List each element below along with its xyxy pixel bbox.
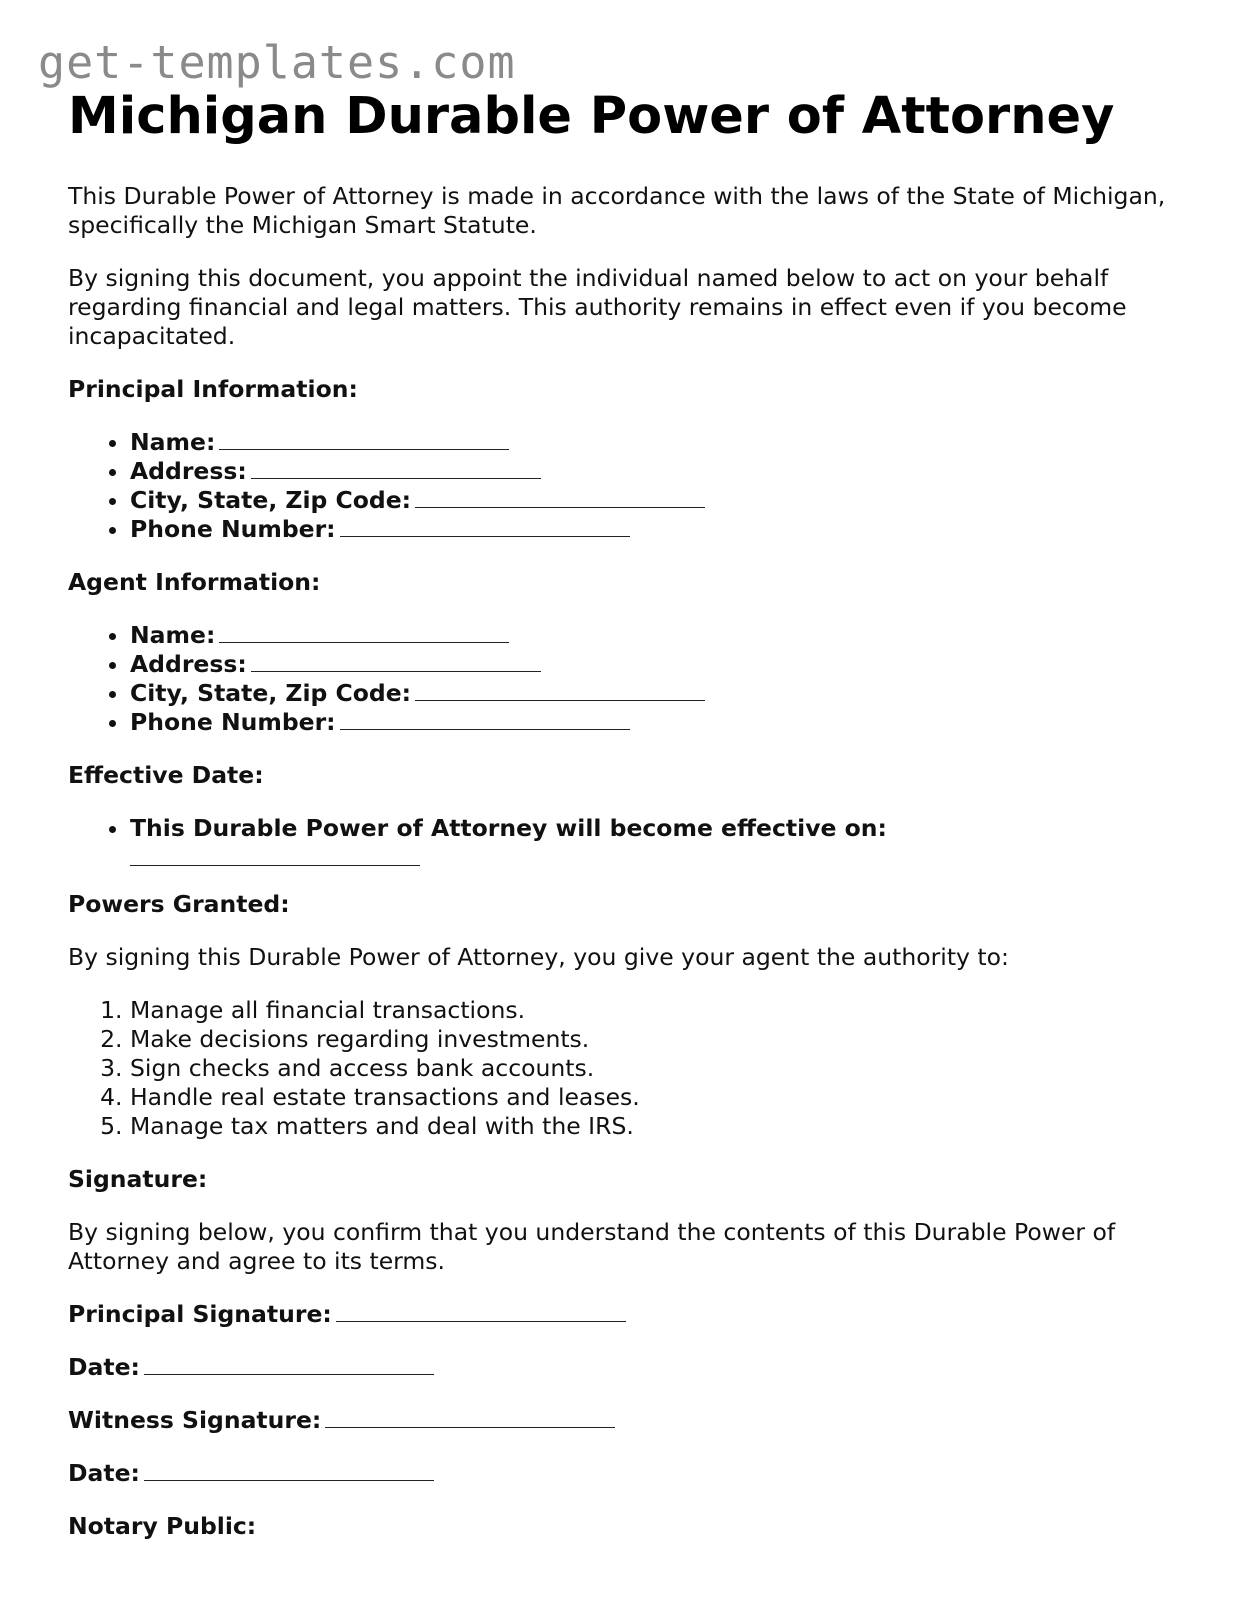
- power-item: 3. Sign checks and access bank accounts.: [130, 1054, 1188, 1083]
- powers-heading: Powers Granted:: [68, 890, 290, 918]
- field-label: Name:: [130, 621, 216, 649]
- witness-signature-blank[interactable]: [325, 1407, 615, 1428]
- agent-heading: Agent Information:: [68, 568, 321, 596]
- intro-paragraph-2: By signing this document, you appoint the individual named below to act on your behalf regarding financial and legal matters. This authority remains in effect even if you become incapacitated.: [68, 264, 1127, 350]
- agent-address-blank[interactable]: [251, 651, 541, 672]
- agent-fields: [68, 621, 1188, 737]
- signature-heading: Signature:: [68, 1165, 208, 1193]
- principal-phone-blank[interactable]: [340, 516, 630, 537]
- effective-date-blank[interactable]: [130, 843, 420, 866]
- powers-list: [68, 996, 1188, 1141]
- principal-heading: Principal Information:: [68, 375, 358, 403]
- date-blank-2[interactable]: [144, 1460, 434, 1481]
- principal-city-blank[interactable]: [415, 487, 705, 508]
- agent-city-field: [130, 679, 1188, 708]
- notary-heading: Notary Public:: [68, 1512, 257, 1540]
- agent-name-field: [130, 621, 1188, 650]
- power-item: 1. Manage all financial transactions.: [130, 996, 1188, 1025]
- agent-name-blank[interactable]: [219, 622, 509, 643]
- field-label: Address:: [130, 650, 247, 678]
- agent-address-field: [130, 650, 1188, 679]
- field-label: Principal Signature:: [68, 1300, 332, 1328]
- principal-signature-line: [68, 1300, 1188, 1329]
- principal-phone-field: [130, 515, 1188, 544]
- principal-signature-blank[interactable]: [336, 1301, 626, 1322]
- document-title: Michigan Durable Power of Attorney: [68, 87, 1115, 146]
- field-label: Name:: [130, 428, 216, 456]
- principal-fields: [68, 428, 1188, 544]
- field-label: City, State, Zip Code:: [130, 679, 412, 707]
- agent-city-blank[interactable]: [415, 680, 705, 701]
- date-line-2: [68, 1459, 1188, 1488]
- field-label: Phone Number:: [130, 515, 336, 543]
- field-label: City, State, Zip Code:: [130, 486, 412, 514]
- effective-date-fields: [68, 814, 1188, 866]
- power-item: 5. Manage tax matters and deal with the IRS.: [130, 1112, 1188, 1141]
- powers-intro: By signing this Durable Power of Attorney, you give your agent the authority to:: [68, 943, 1009, 971]
- field-label: Phone Number:: [130, 708, 336, 736]
- principal-name-blank[interactable]: [219, 429, 509, 450]
- field-label: This Durable Power of Attorney will become effective on:: [130, 814, 887, 842]
- field-label: Witness Signature:: [68, 1406, 322, 1434]
- date-line-1: [68, 1353, 1188, 1382]
- effective-date-heading: Effective Date:: [68, 761, 264, 789]
- date-blank-1[interactable]: [144, 1354, 434, 1375]
- field-label: Address:: [130, 457, 247, 485]
- principal-city-field: [130, 486, 1188, 515]
- field-label: Date:: [68, 1459, 140, 1487]
- power-item: 4. Handle real estate transactions and leases.: [130, 1083, 1188, 1112]
- witness-signature-line: [68, 1406, 1188, 1435]
- document-page: [68, 84, 1188, 1541]
- principal-address-field: [130, 457, 1188, 486]
- principal-address-blank[interactable]: [251, 458, 541, 479]
- agent-phone-blank[interactable]: [340, 709, 630, 730]
- effective-date-field: [130, 814, 1188, 866]
- power-item: 2. Make decisions regarding investments.: [130, 1025, 1188, 1054]
- agent-phone-field: [130, 708, 1188, 737]
- intro-paragraph: This Durable Power of Attorney is made in accordance with the laws of the State of Michigan, specifically the Michigan Smart Statute.: [68, 182, 1166, 239]
- field-label: Date:: [68, 1353, 140, 1381]
- principal-name-field: [130, 428, 1188, 457]
- signature-text: By signing below, you confirm that you understand the contents of this Durable Power of Attorney and agree to its terms.: [68, 1218, 1116, 1275]
- watermark: get-templates.com: [38, 36, 516, 89]
